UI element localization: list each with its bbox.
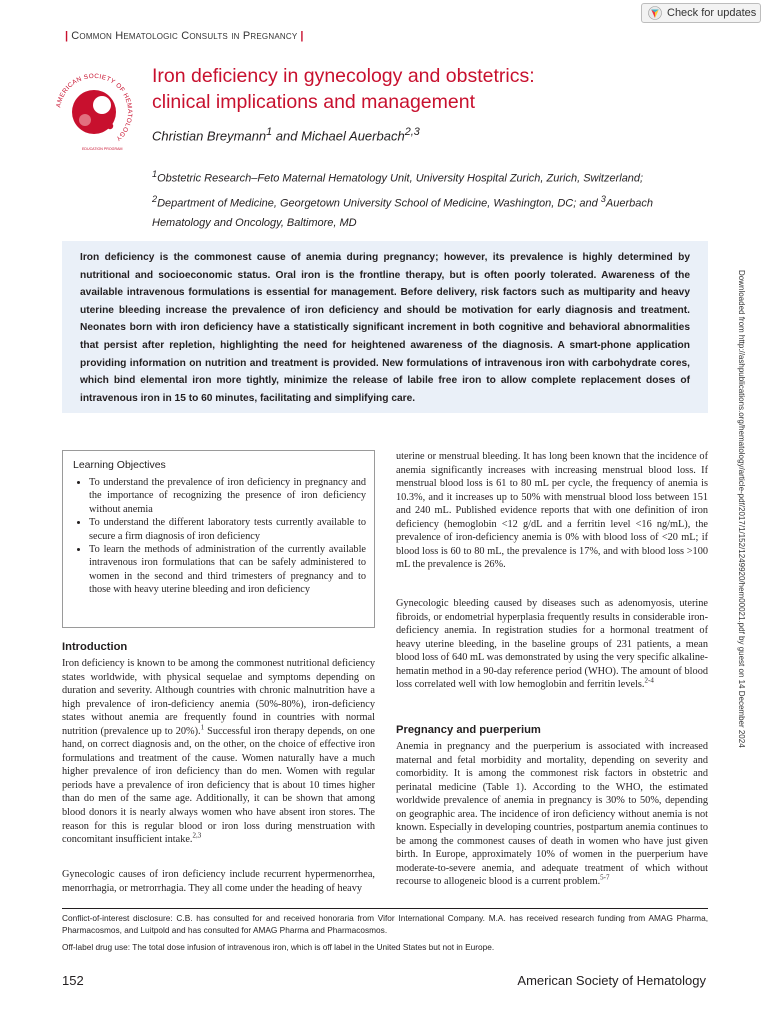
author-list: Christian Breymann$^1$ and Michael Auerbach$^{2,3}$ (152, 126, 420, 144)
intro-paragraph: Iron deficiency is known to be among the commonest nutritional deficiency states worldwide, with physical sequelae and symptoms depending on duration and severity. Although countries with chronic malnutrition have a high prevalence of iron-deficiency anemia (50%-80%), iron-deficiency states without anemia are frequently found in countries with normal nutrition (prevalence up to 20%).$^1$ Successful iron therapy depends, on one hand, on correct diagnosis and, on the other, on the choice of effective iron formulations and treatment of the cause. Women naturally have a much higher prevalence of iron deficiency than do men. Women with regular periods have a prevalence of iron deficiency that is about 10 times higher than do men of the same age. Additionally, it can be shown that among blood donors it is nearly always women who have absent iron stores. The reason for this is regular blood or iron loss during menstruation with concomitant insufficient intake.$^{2,3}$ (62, 658, 375, 846)
running-head: | Common Hematologic Consults in Pregnancy | (65, 30, 304, 42)
list-item: • To learn the methods of administration of the currently available intravenous iron formulations that can be safely administered to women in the second and third trimesters of pregnancy and to those with heavy uterine bleeding and iron deficiency (89, 543, 366, 597)
page-number: 152 (62, 973, 84, 988)
pregnancy-paragraph: Anemia in pregnancy and the puerperium is associated with increased maternal and fetal morbidity and mortality, depending on severity and comorbidity. It is among the commonest risk factors in obstetric and perinatal medicine (Table 1). According to the WHO, the estimated worldwide prevalence of anemia in pregnancy is 30% to 50%, depending on geographic area. The incidence of iron deficiency without anemia is not known. Especially in developing countries, postpartum anemia continues to be among the commonest causes of death in women who have just given birth. In Europe, approximately 10% of women in the puerperium have moderate-to-severe anemia, and adequate treatment of which without recourse to allogeneic blood is a current problem.$^{5-7}$ (396, 741, 708, 888)
gynecologic-causes-paragraph: Gynecologic causes of iron deficiency include recurrent hypermenorrhea, menorrhagia, or metrorrhagia. They all come under the heading of heavy (62, 869, 375, 894)
affiliations: $^1$Obstetric Research–Feto Maternal Hematology Unit, University Hospital Zurich, Zurich, Switzerland; $^2$Department of Medicine, Georgetown University School of Medicine, Washington, DC; and $^3$Auerbach Hematology and Oncology, Baltimore, MD (152, 169, 653, 230)
learning-objectives-box (62, 450, 375, 628)
logo-ring-text: AMERICAN SOCIETY OF HEMATOLOGY (55, 72, 134, 143)
check-for-updates-button[interactable] (641, 3, 761, 23)
conflict-of-interest-note: Conflict-of-interest disclosure: C.B. has consulted for and received honoraria from Vifor International Company. M.A. has received research funding from AMAG Pharma, Pharmacosmos, and Luitpold and has consulted for AMAG Pharma and Pharmacosmos. (62, 913, 708, 936)
abstract: Iron deficiency is the commonest cause of anemia during pregnancy; however, its prevalence is highly determined by nutritional and socioeconomic status. Oral iron is the frontline therapy, but is often poorly tolerated. Awareness of the available intravenous formulations is essential for management. Before delivery, risk factors such as multiparity and heavy uterine bleeding increase the prevalence of iron deficiency and should be motivation for early diagnosis and treatment. Neonates born with iron deficiency have a statistically significant increment in both cognitive and behavioral abnormalities that persist after repletion, highlighting the need for heightened awareness of the diagnosis. A smart-phone application providing information on nutrition and treatment is provided. New formulations of intravenous iron with carbohydrate cores, which bind elemental iron more tightly, minimize the release of labile free iron to allow complete replacement doses of intravenous iron in 15 to 60 minutes, facilitating and simplifying care. (62, 241, 708, 413)
list-item: • To understand the prevalence of iron deficiency in pregnancy and the importance of recognizing the presence of iron deficiency without anemia (89, 476, 366, 516)
learning-objectives-title: Learning Objectives (73, 459, 166, 471)
footnotes (62, 912, 708, 953)
section-heading-introduction: Introduction (62, 641, 128, 653)
ash-logo (52, 70, 136, 154)
article-title: Iron deficiency in gynecology and obstetrics: clinical implications and management (152, 65, 535, 113)
logo-sub-text: EDUCATION PROGRAM (82, 147, 123, 151)
author-name: Michael Auerbach (301, 128, 405, 144)
gynecologic-bleeding-paragraph: Gynecologic bleeding caused by diseases such as adenomyosis, uterine fibroids, or endometrial hyperplasia frequently results in considerable iron-deficiency anemia. In registration studies for a hormonal treatment of heavy uterine bleeding, in the baseline groups of 231 patients, a mean blood loss of 640 mL was demonstrated by using the very specific alkaline-hematin method in a 90-day reference period (WHO). The amount of blood loss correlated well with low hemoglobin and ferritin levels.$^{2-4}$ (396, 598, 708, 691)
section-heading-pregnancy: Pregnancy and puerperium (396, 724, 541, 736)
learning-objectives-list (73, 476, 366, 597)
footnote-divider (62, 908, 708, 909)
menstrual-bleeding-paragraph: uterine or menstrual bleeding. It has long been known that the incidence of anemia significantly increases with increasing menstrual blood loss. If menstrual blood loss is 61 to 80 mL per cycle, the frequency of anemia is 10.3%, and it increases up to 50% with menstrual blood loss between 151 and 240 mL. Published evidence reports that with one definition of iron deficiency (hemoglobin <12 g/dL and a ferritin level <16 ng/mL), the prevalence of iron-deficiency anemia is 0% with blood loss of <20 mL; if blood loss is 60 to 80 mL, the prevalence is 17%, and with blood loss >100 mL the prevalence is 26%. (396, 451, 708, 571)
running-head-text: Common Hematologic Consults in Pregnancy (71, 30, 298, 42)
crossmark-icon (648, 6, 662, 20)
off-label-note: Off-label drug use: The total dose infusion of intravenous iron, which is off label in the United States but not in Europe. (62, 941, 495, 952)
list-item: • To understand the different laboratory tests currently available to secure a firm diagnosis of iron deficiency (89, 516, 366, 543)
check-for-updates-label: Check for updates (667, 7, 757, 19)
download-notice: Downloaded from http://ashpublications.org/hematology/article-pdf/2017/1/152/1249920/hem00021.pdf by guest on 14 December 2024 (737, 270, 746, 748)
journal-name: American Society of Hematology (517, 973, 706, 988)
author-name: Christian Breymann (152, 128, 267, 144)
